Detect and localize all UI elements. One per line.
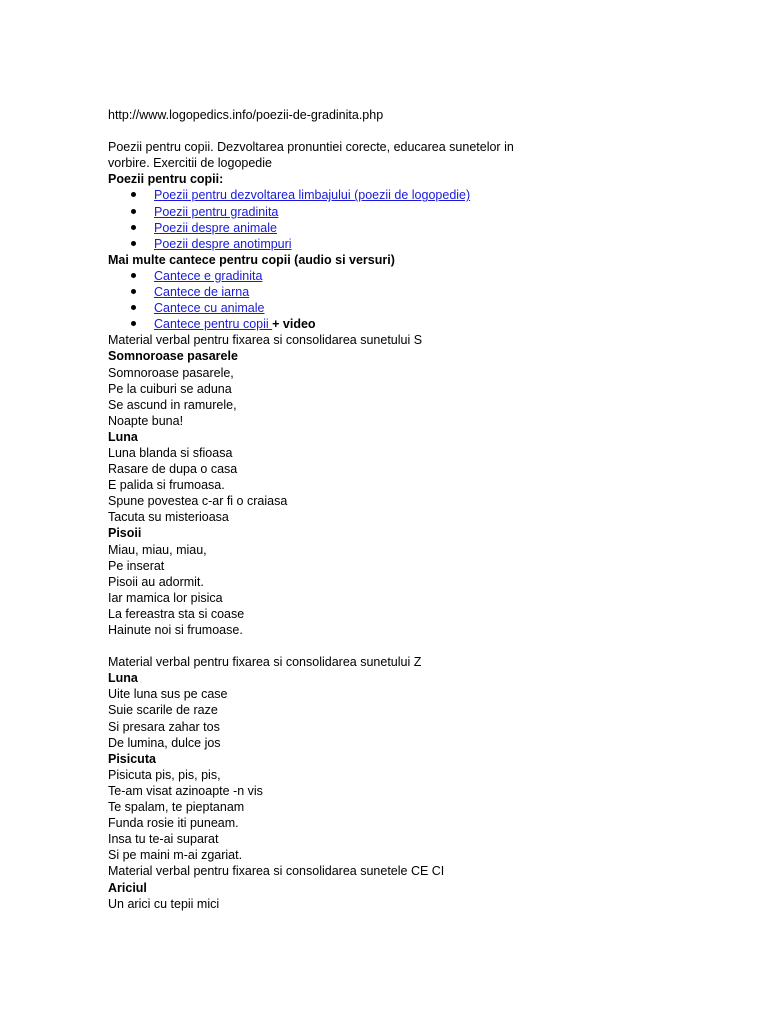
poem-title: Pisicuta xyxy=(108,751,156,766)
poem-line: De lumina, dulce jos xyxy=(108,735,221,750)
poem-line: Tacuta su misterioasa xyxy=(108,510,229,525)
link-cantece-animale[interactable]: Cantece cu animale xyxy=(154,301,265,316)
link-poezii-animale[interactable]: Poezii despre animale xyxy=(154,220,277,235)
link-cantece-copii[interactable]: Cantece pentru copii xyxy=(154,317,273,332)
list-item xyxy=(108,300,728,316)
poem-line: Si pe maini m-ai zgariat. xyxy=(108,848,243,863)
list-item xyxy=(108,316,728,332)
poem-title: Pisoii xyxy=(108,526,142,541)
poem-line: Si presara zahar tos xyxy=(108,719,220,734)
poem-links-list xyxy=(108,187,728,251)
poem-line: Pisicuta pis, pis, pis, xyxy=(108,767,221,782)
poem-title: Somnoroase pasarele xyxy=(108,349,238,364)
bullet-icon xyxy=(131,241,136,246)
source-url: http://www.logopedics.info/poezii-de-gradinita.php xyxy=(108,108,384,122)
bullet-icon xyxy=(131,289,136,294)
poem-line: Miau, miau, miau, xyxy=(108,542,207,557)
spacer xyxy=(108,638,728,654)
poem-title: Ariciul xyxy=(108,880,147,895)
poem-line: Hainute noi si frumoase. xyxy=(108,623,243,637)
bullet-icon xyxy=(131,225,136,230)
bullet-icon xyxy=(131,273,136,278)
list-item xyxy=(108,187,728,203)
poem-line: Pe la cuiburi se aduna xyxy=(108,381,232,396)
poem-line: Insa tu te-ai suparat xyxy=(108,832,219,847)
poem-line: Iar mamica lor pisica xyxy=(108,590,223,605)
bullet-icon xyxy=(131,305,136,310)
list-item xyxy=(108,284,728,300)
poem-title: Luna xyxy=(108,671,138,686)
spacer xyxy=(108,123,728,139)
poem-line: Pe inserat xyxy=(108,558,165,573)
bullet-icon xyxy=(131,192,136,197)
link-poezii-anotimpuri[interactable]: Poezii despre anotimpuri xyxy=(154,236,292,251)
section-heading-s: Material verbal pentru fixarea si consolidarea sunetului S xyxy=(108,333,423,348)
poem-line: Luna blanda si sfioasa xyxy=(108,445,233,460)
poems-heading: Poezii pentru copii: xyxy=(108,172,224,187)
song-links-list xyxy=(108,268,728,332)
poem-line: Noapte buna! xyxy=(108,413,184,428)
list-item xyxy=(108,204,728,220)
poem-line: E palida si frumoasa. xyxy=(108,478,225,493)
poem-title: Luna xyxy=(108,429,138,444)
poem-line: Uite luna sus pe case xyxy=(108,687,228,702)
poem-line: Rasare de dupa o casa xyxy=(108,462,238,477)
section-heading-ce-ci: Material verbal pentru fixarea si consolidarea sunetele CE CI xyxy=(108,864,445,879)
link-cantece-gradinita[interactable]: Cantece e gradinita xyxy=(154,268,263,283)
bullet-icon xyxy=(131,321,136,326)
poem-line: Te-am visat azinoapte -n vis xyxy=(108,783,263,798)
intro-paragraph: Poezii pentru copii. Dezvoltarea pronuntiei corecte, educarea sunetelor in vorbire. Exercitii de logopedie xyxy=(108,140,514,171)
poem-line: Te spalam, te pieptanam xyxy=(108,800,245,815)
section-heading-z: Material verbal pentru fixarea si consolidarea sunetului Z xyxy=(108,655,422,670)
bullet-icon xyxy=(131,209,136,214)
video-suffix: + video xyxy=(272,317,316,332)
poem-line: Spune povestea c-ar fi o craiasa xyxy=(108,494,288,509)
list-item xyxy=(108,236,728,252)
link-poezii-gradinita[interactable]: Poezii pentru gradinita xyxy=(154,204,279,219)
list-item xyxy=(108,268,728,284)
poem-line: Somnoroase pasarele, xyxy=(108,365,234,380)
link-cantece-iarna[interactable]: Cantece de iarna xyxy=(154,285,250,300)
poem-line: La fereastra sta si coase xyxy=(108,606,245,621)
poem-line: Funda rosie iti puneam. xyxy=(108,816,239,831)
poem-line: Un arici cu tepii mici xyxy=(108,896,220,911)
document-page xyxy=(108,107,728,912)
link-poezii-limbaj[interactable]: Poezii pentru dezvoltarea limbajului (poezii de logopedie) xyxy=(154,188,471,203)
poem-line: Se ascund in ramurele, xyxy=(108,397,237,412)
list-item xyxy=(108,220,728,236)
poem-line: Pisoii au adormit. xyxy=(108,574,204,589)
poem-line: Suie scarile de raze xyxy=(108,703,218,718)
songs-heading: Mai multe cantece pentru copii (audio si versuri) xyxy=(108,252,395,267)
